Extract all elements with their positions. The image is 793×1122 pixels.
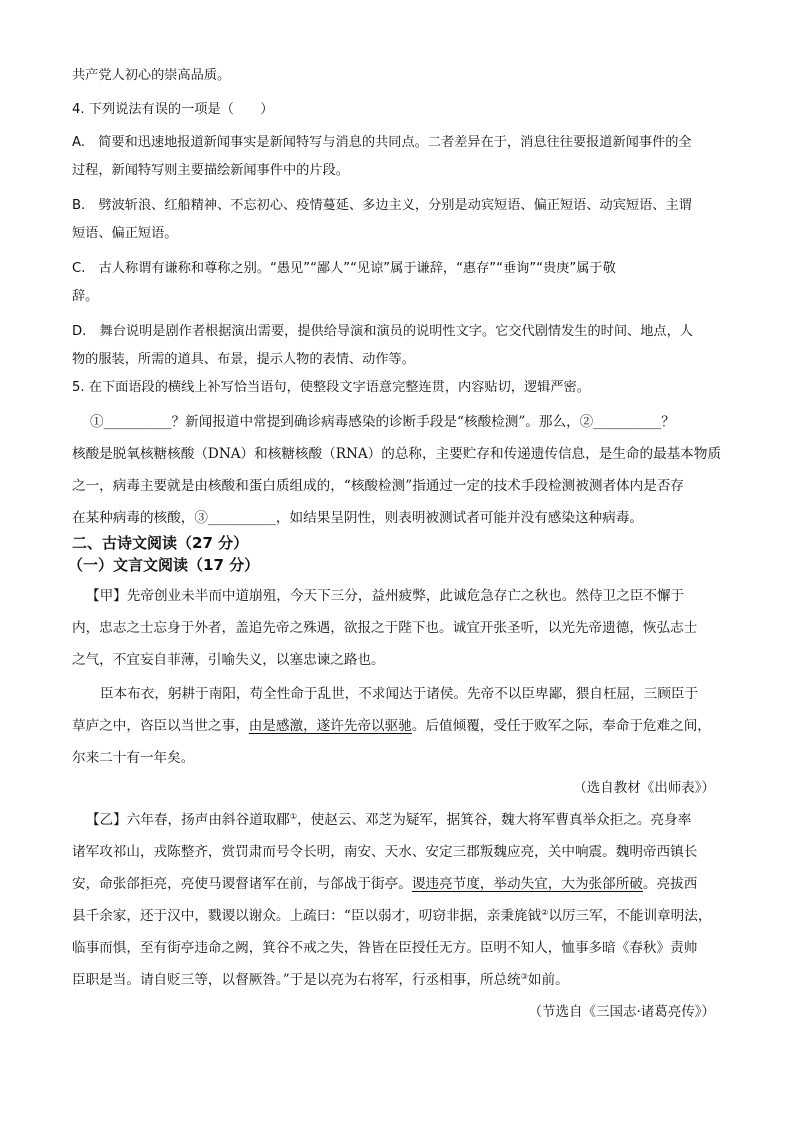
yi-line1 bbox=[86, 810, 691, 830]
yi-line6-end: 如前。 bbox=[527, 972, 569, 988]
q4-option-d-line1: D. 舞台说明是剧作者根据演出需要，提供给导演和演员的说明性文字。它交代剧情发生的时间、地点，人 bbox=[72, 324, 693, 339]
q5-passage-line3: 之一，病毒主要就是由核酸和蛋白质组成的，“核酸检测”指通过一定的技术手段检测被测者体内是否存 bbox=[72, 478, 685, 494]
q4-option-b-line1: B. 劈波斩浪、红船精神、不忘初心、疫情蔓延、多边主义，分别是动宾短语、偏正短语、动宾短语、主谓 bbox=[72, 198, 692, 213]
q5-passage-line2: 核酸是脱氧核糖核酸（DNA）和核糖核酸（RNA）的总称，主要贮存和传递遗传信息，是生命的最基本物质 bbox=[72, 446, 722, 462]
footnote-marker-1: ① bbox=[289, 812, 298, 821]
yi-line2: 诸军攻祁山，戎陈整齐，赏罚肃而号令长明，南安、天水、安定三郡叛魏应亮，关中响震。魏明帝西镇长 bbox=[72, 844, 698, 860]
q4-option-c-line1: C. 古人称谓有谦称和尊称之别。“愚见”“鄙人”“见谅”属于谦辞，“惠存”“垂询”“贵庚”属于敬 bbox=[72, 261, 616, 276]
yi-line6 bbox=[72, 970, 569, 990]
q4-option-d-line2: 物的服装，所需的道具、布景，提示人物的表情、动作等。 bbox=[72, 352, 415, 367]
q4-intro-line: 共产党人初心的崇高品质。 bbox=[72, 68, 231, 83]
q5-passage-line4: 在某种病毒的核酸，③__________，如结果呈阴性，则表明被测试者可能并没有感染这种病毒。 bbox=[72, 510, 643, 526]
question-5-stem: 5. 在下面语段的横线上补写恰当语句，使整段文字语意完整连贯，内容贴切，逻辑严密。 bbox=[72, 380, 590, 395]
yi-line5: 临事而惧，至有街亭违命之阙，箕谷不戒之失，咎皆在臣授任无方。臣明不知人，恤事多暗《春秋》责帅 bbox=[72, 940, 698, 956]
yi-line1-end: ，使赵云、邓芝为疑军，据箕谷，魏大将军曹真举众拒之。亮身率 bbox=[297, 812, 692, 828]
q4-option-c-line2: 辞。 bbox=[72, 289, 99, 304]
jia-line5-start: 草庐之中，咨臣以当世之事， bbox=[72, 718, 249, 734]
yi-source: （节选自《三国志·诸葛亮传》） bbox=[528, 1004, 715, 1020]
yi-underlined-sentence: 谡违亮节度，举动失宜，大为张郃所破 bbox=[411, 876, 643, 892]
footnote-marker-3: ③ bbox=[520, 972, 528, 981]
jia-line3: 之气，不宜妄自菲薄，引喻失义，以塞忠谏之路也。 bbox=[72, 652, 385, 668]
yi-line3-end: 。亮拔西 bbox=[642, 876, 698, 892]
jia-line2: 内，忠志之士忘身于外者，盖追先帝之殊遇，欲报之于陛下也。诚宜开张圣听，以光先帝遗德，恢弘志士 bbox=[72, 620, 698, 636]
section-2-title: 二、古诗文阅读（27 分） bbox=[72, 534, 249, 552]
yi-line3 bbox=[72, 874, 697, 894]
jia-line1: 【甲】先帝创业未半而中道崩殂，今天下三分，益州疲弊，此诚危急存亡之秋也。然侍卫之臣不懈于 bbox=[86, 588, 685, 604]
yi-line4-end: 以厉三军，不能训章明法， bbox=[548, 908, 712, 924]
yi-line4-start: 县千余家，还于汉中，戮谡以谢众。上疏曰：“臣以弱才，叨窃非据，亲秉旄钺 bbox=[72, 908, 542, 924]
q4-option-a-line1: A. 简要和迅速地报道新闻事实是新闻特写与消息的共同点。二者差异在于，消息往往要报道新闻事件的全 bbox=[72, 135, 692, 150]
yi-line3-start: 安，命张郃拒亮，亮使马谡督诸军在前，与郃战于街亭。 bbox=[72, 876, 412, 892]
jia-line6: 尔来二十有一年矣。 bbox=[72, 750, 195, 766]
yi-line6-start: 臣职是当。请自贬三等，以督厥咎。”于是以亮为右将军，行丞相事，所总统 bbox=[72, 972, 521, 988]
yi-line4 bbox=[72, 906, 711, 926]
section-2-subtitle: （一）文言文阅读（17 分） bbox=[68, 556, 260, 574]
yi-line1-start: 【乙】六年春，扬声由斜谷道取郿 bbox=[86, 812, 290, 828]
jia-underlined-sentence: 由是感激，遂许先帝以驱驰 bbox=[248, 718, 412, 734]
question-4-stem: 4. 下列说法有误的一项是（ ） bbox=[72, 102, 274, 117]
jia-line5-end: 。后值倾覆，受任于败军之际，奉命于危难之间， bbox=[411, 718, 711, 734]
q4-option-a-line2: 过程，新闻特写则主要描绘新闻事件中的片段。 bbox=[72, 163, 349, 178]
q5-passage-line1: ①__________？新闻报道中常提到确诊病毒感染的诊断手段是“核酸检测”。那么，②__________？ bbox=[90, 414, 675, 430]
jia-line5 bbox=[72, 716, 711, 736]
q4-option-b-line2: 短语、偏正短语。 bbox=[72, 226, 178, 241]
jia-source: （选自教材《出师表》） bbox=[573, 780, 715, 796]
jia-line4: 臣本布衣，躬耕于南阳，苟全性命于乱世，不求闻达于诸侯。先帝不以臣卑鄙，猥自枉屈，三顾臣于 bbox=[100, 686, 699, 702]
footnote-marker-2: ② bbox=[541, 908, 549, 917]
